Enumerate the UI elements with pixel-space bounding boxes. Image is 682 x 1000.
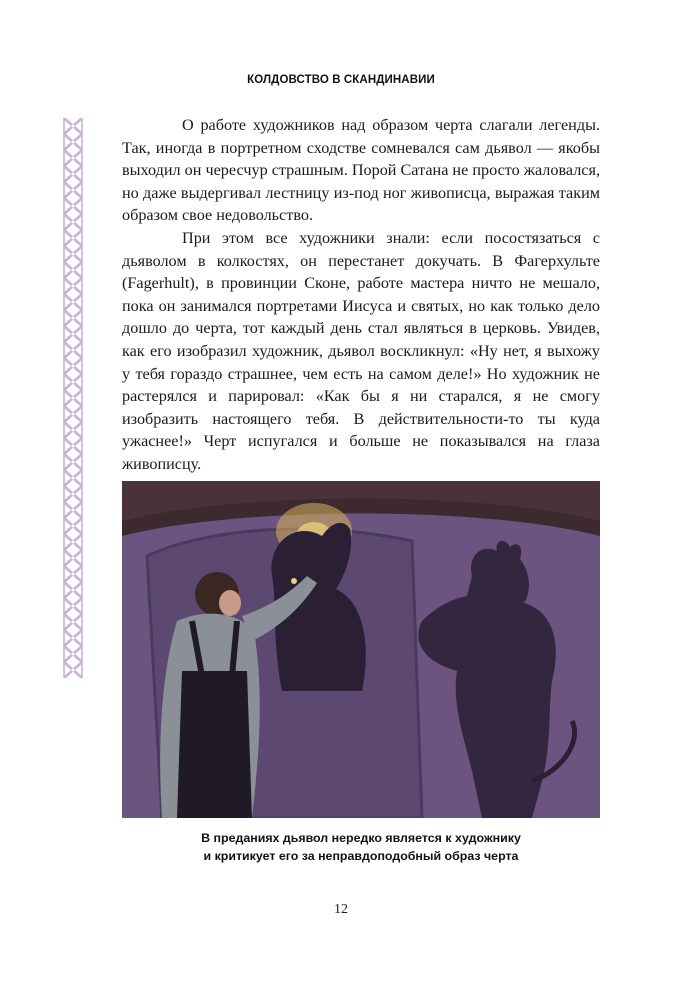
figure-caption xyxy=(122,829,600,865)
decorative-braid-border xyxy=(62,118,84,678)
caption-line: В преданиях дьявол нередко является к художнику xyxy=(201,831,521,845)
illustration-painter-and-devil xyxy=(122,481,600,818)
page-number: 12 xyxy=(334,902,348,917)
paragraph: При этом все художники знали: если посостязаться с дьяволом в колкостях, он перестанет докучать. В Фагерхульте (Fagerhult), в провинции Сконе, работе мастера ничто не мешало, пока он занимался портретами Иисуса и святых, но как только дело дошло до черта, тот каждый день стал являться в церковь. Увидев, как его изобразил художник, дьявол воскликнул: «Ну нет, я выхожу у тебя гораздо страшнее, чем есть на самом деле!» Но художник не растерялся и парировал: «Как бы я ни старался, я не смогу изобразить настоящего тебя. В действительности-то ты куда ужаснее!» Черт испугался и больше не показывался на глаза живописцу. xyxy=(122,228,600,473)
caption-line: и критикует его за неправдоподобный образ черта xyxy=(203,849,519,863)
paragraph: О работе художников над образом черта слагали легенды. Так, иногда в портретном сходстве сомневался сам дьявол — якобы выходил он чересчур страшным. Порой Сатана не просто жаловался, но даже выдергивал лестницу из-под ног живописца, выражая таким образом свое недовольство. xyxy=(122,116,600,225)
running-title: КОЛДОВСТВО В СКАНДИНАВИИ xyxy=(247,74,435,86)
